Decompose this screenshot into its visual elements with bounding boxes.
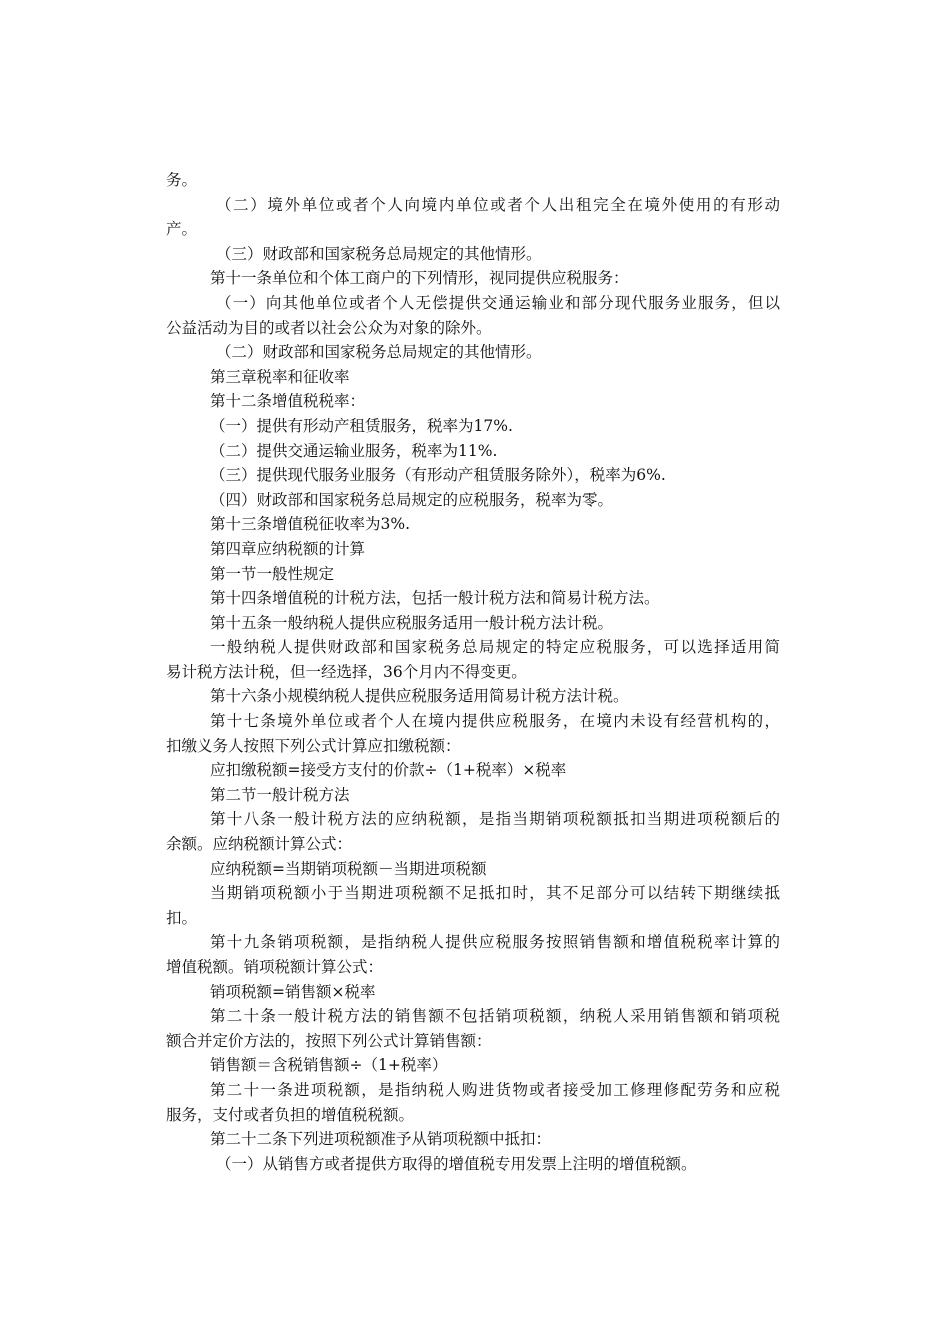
text-line: 易计税方法计税，但一经选择，36个月内不得变更。 bbox=[166, 662, 527, 681]
text-line: 第二十一条进项税额，是指纳税人购进货物或者接受加工修理修配劳务和应税 bbox=[210, 1080, 780, 1099]
document-page bbox=[166, 168, 780, 1176]
text-line: （二）提供交通运输业服务，税率为11%. bbox=[210, 441, 498, 460]
text-line: 销项税额=销售额×税率 bbox=[210, 982, 376, 1001]
text-line: 第三章税率和征收率 bbox=[210, 367, 350, 386]
text-line: （二）财政部和国家税务总局规定的其他情形。 bbox=[216, 343, 542, 362]
text-line: 第一节一般性规定 bbox=[210, 564, 335, 583]
text-line: （一）提供有形动产租赁服务，税率为17%. bbox=[210, 416, 513, 435]
text-line: 第二十二条下列进项税额准予从销项税额中抵扣： bbox=[210, 1130, 552, 1149]
text-line: 当期销项税额小于当期进项税额不足抵扣时，其不足部分可以结转下期继续抵 bbox=[210, 884, 780, 903]
text-line: （三）提供现代服务业服务（有形动产租赁服务除外），税率为6%. bbox=[210, 466, 666, 485]
text-line: 第十五条一般纳税人提供应税服务适用一般计税方法计税。 bbox=[210, 613, 614, 632]
text-line: 余额。应纳税额计算公式： bbox=[166, 835, 353, 854]
text-line: 服务，支付或者负担的增值税税额。 bbox=[166, 1105, 415, 1124]
text-line: 第十三条增值税征收率为3%. bbox=[210, 515, 411, 534]
text-line: 增值税额。销项税额计算公式： bbox=[166, 958, 384, 976]
text-line: （一）向其他单位或者个人无偿提供交通运输业和部分现代服务业服务，但以 bbox=[216, 293, 780, 312]
text-line: 应纳税额=当期销项税额－当期进项税额 bbox=[210, 859, 487, 878]
text-line: 一般纳税人提供财政部和国家税务总局规定的特定应税服务，可以选择适用简 bbox=[210, 638, 780, 657]
text-line: 第二十条一般计税方法的销售额不包括销项税额，纳税人采用销售额和销项税 bbox=[210, 1007, 780, 1026]
text-line: 第十九条销项税额，是指纳税人提供应税服务按照销售额和增值税税率计算的 bbox=[210, 933, 780, 952]
text-line: 公益活动为目的或者以社会公众为对象的除外。 bbox=[166, 318, 492, 337]
text-line: 第十一条单位和个体工商户的下列情形，视同提供应税服务： bbox=[210, 269, 629, 288]
text-line: 扣缴义务人按照下列公式计算应扣缴税额： bbox=[166, 736, 461, 755]
text-line: 第四章应纳税额的计算 bbox=[210, 539, 366, 558]
text-line: 第十六条小规模纳税人提供应税服务适用简易计税方法计税。 bbox=[210, 687, 629, 706]
text-line: （二）境外单位或者个人向境内单位或者个人出租完全在境外使用的有形动 bbox=[216, 195, 780, 214]
text-line: 务。 bbox=[166, 171, 198, 189]
text-line: 应扣缴税额=接受方支付的价款÷（1+税率）×税率 bbox=[210, 761, 567, 780]
text-line: （一）从销售方或者提供方取得的增值税专用发票上注明的增值税额。 bbox=[216, 1154, 697, 1173]
text-line: （四）财政部和国家税务总局规定的应税服务，税率为零。 bbox=[210, 490, 614, 509]
text-line: 扣。 bbox=[166, 908, 198, 927]
text-line: 销售额＝含税销售额÷（1+税率） bbox=[210, 1056, 448, 1075]
text-line: 产。 bbox=[166, 220, 198, 239]
text-line: （三）财政部和国家税务总局规定的其他情形。 bbox=[216, 244, 542, 263]
text-line: 第十七条境外单位或者个人在境内提供应税服务，在境内未设有经营机构的， bbox=[210, 712, 780, 731]
text-line: 额合并定价方法的，按照下列公式计算销售额： bbox=[166, 1031, 492, 1050]
text-line: 第十八条一般计税方法的应纳税额，是指当期销项税额抵扣当期进项税额后的 bbox=[210, 810, 780, 829]
text-line: 第十四条增值税的计税方法，包括一般计税方法和简易计税方法。 bbox=[210, 589, 660, 608]
text-line: 第二节一般计税方法 bbox=[210, 785, 350, 804]
text-line: 第十二条增值税税率： bbox=[210, 392, 366, 411]
